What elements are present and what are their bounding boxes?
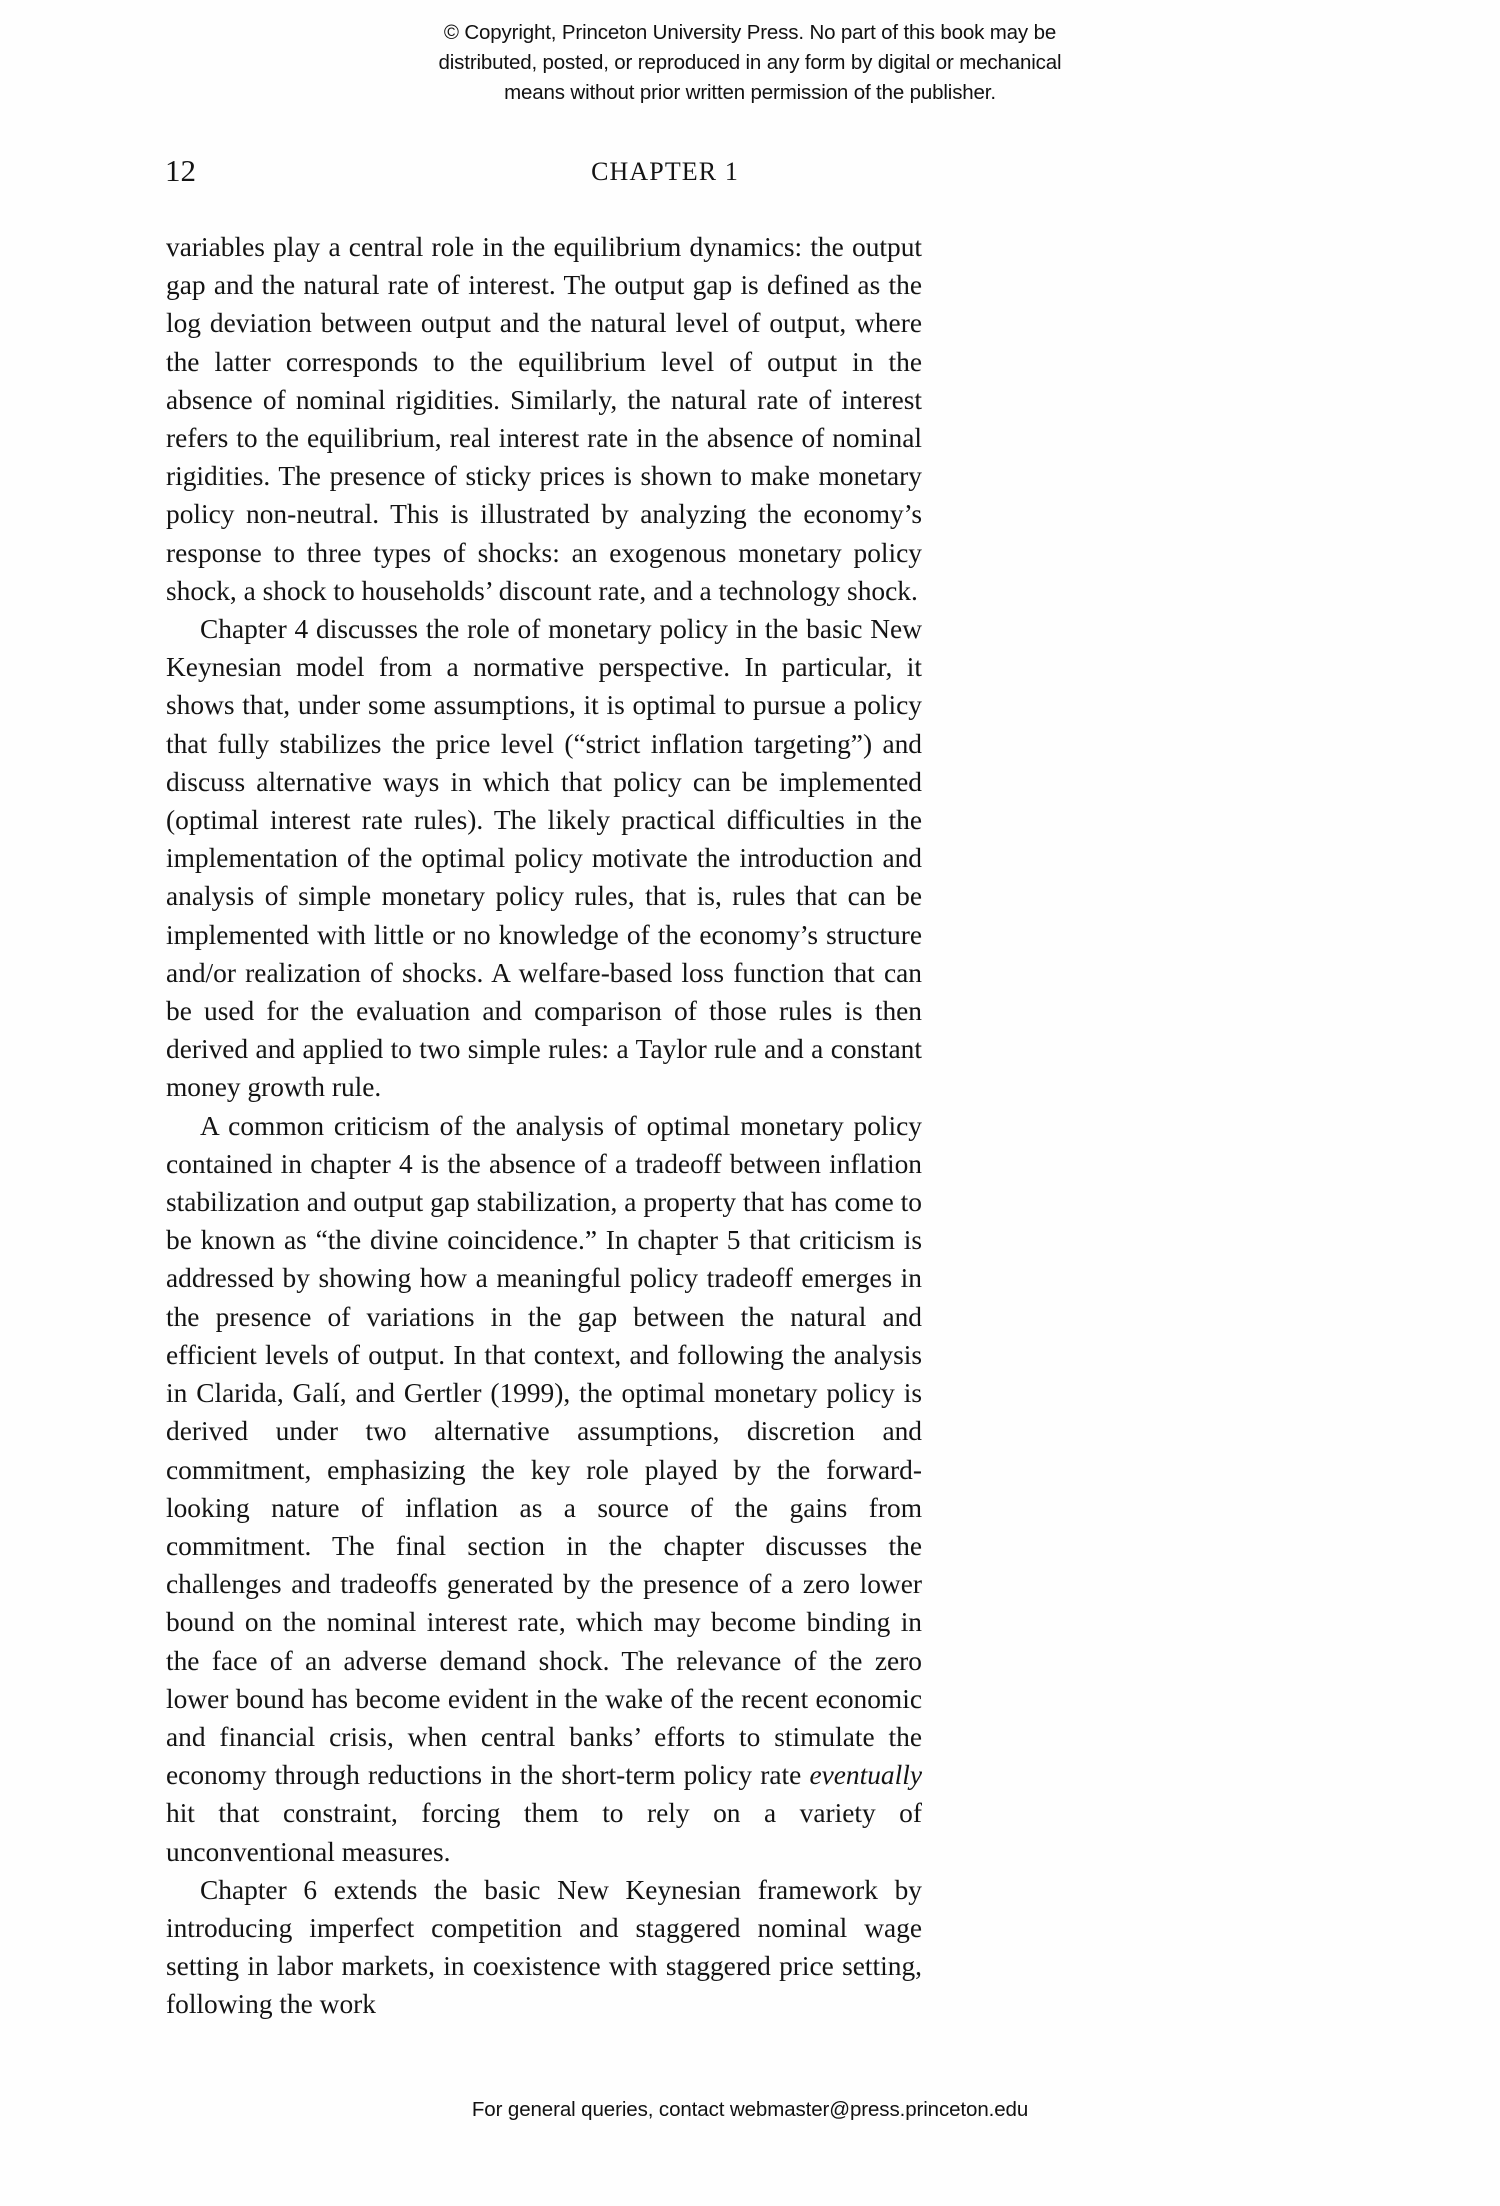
- copyright-line-1: © Copyright, Princeton University Press. No part of this book may be: [443, 21, 1057, 44]
- paragraph-3-part-a: A common criticism of the analysis of optimal monetary policy contained in chapter 4 is the absence of a tradeoff between inflation stabilization and output gap stabilization, a property that has come to be known as “the divine coincidence.” In chapter 5 that criticism is addressed by showing how a meaningful policy tradeoff emerges in the presence of variations in the gap between the natural and efficient levels of output. In that context, and following the analysis in Clarida, Galí, and Gertler (1999), the optimal monetary policy is derived under two alternative assumptions, discretion and commitment, emphasizing the key role played by the forward-looking nature of inflation as a source of the gains from commitment. The final section in the chapter discusses the challenges and tradeoffs generated by the presence of a zero lower bound on the nominal interest rate, which may become binding in the face of an adverse demand shock. The relevance of the zero lower bound has become evident in the wake of the recent economic and financial crisis, when central banks’ efforts to stimulate the economy through reductions in the short-term policy rate: [166, 1110, 922, 1791]
- page-number: 12: [165, 153, 196, 188]
- paragraph-1: variables play a central role in the equilibrium dynamics: the output gap and the natural rate of interest. The output gap is defined as the log deviation between output and the natural level of output, where the latter corresponds to the equilibrium level of output in the absence of nominal rigidities. Similarly, the natural rate of interest refers to the equilibrium, real interest rate in the absence of nominal rigidities. The presence of sticky prices is shown to make monetary policy non-neutral. This is illustrated by analyzing the economy’s response to three types of shocks: an exogenous monetary policy shock, a shock to households’ discount rate, and a technology shock.: [166, 232, 922, 606]
- paragraph-3: [166, 1107, 922, 1871]
- paragraph-2: Chapter 4 discusses the role of monetary policy in the basic New Keynesian model from a normative perspective. In particular, it shows that, under some assumptions, it is optimal to pursue a policy that fully stabilizes the price level (“strict inflation targeting”) and discuss alternative ways in which that policy can be implemented (optimal interest rate rules). The likely practical difficulties in the implementation of the optimal policy motivate the introduction and analysis of simple monetary policy rules, that is, rules that can be implemented with little or no knowledge of the economy’s structure and/or realization of shocks. A welfare-based loss function that can be used for the evaluation and comparison of those rules is then derived and applied to two simple rules: a Taylor rule and a constant money growth rule.: [166, 614, 922, 1103]
- copyright-line-3: means without prior written permission of the publisher.: [504, 81, 996, 104]
- copyright-notice: [240, 18, 1260, 108]
- emphasis-eventually: eventually: [809, 1760, 922, 1791]
- page-footer: [240, 2096, 1260, 2124]
- copyright-line-2: distributed, posted, or reproduced in any form by digital or mechanical: [438, 51, 1062, 74]
- running-head: [165, 152, 1285, 192]
- body-text-block: [166, 228, 922, 2024]
- footer-contact-text: For general queries, contact webmaster@press.princeton.edu: [471, 2098, 1029, 2121]
- paragraph-4: Chapter 6 extends the basic New Keynesian framework by introducing imperfect competition and staggered nominal wage setting in labor markets, in coexistence with staggered price setting, following the work: [166, 1874, 922, 2020]
- chapter-title: CHAPTER 1: [591, 157, 739, 186]
- paragraph-3-part-b: hit that constraint, forcing them to rely on a variety of unconventional measures.: [166, 1798, 922, 1867]
